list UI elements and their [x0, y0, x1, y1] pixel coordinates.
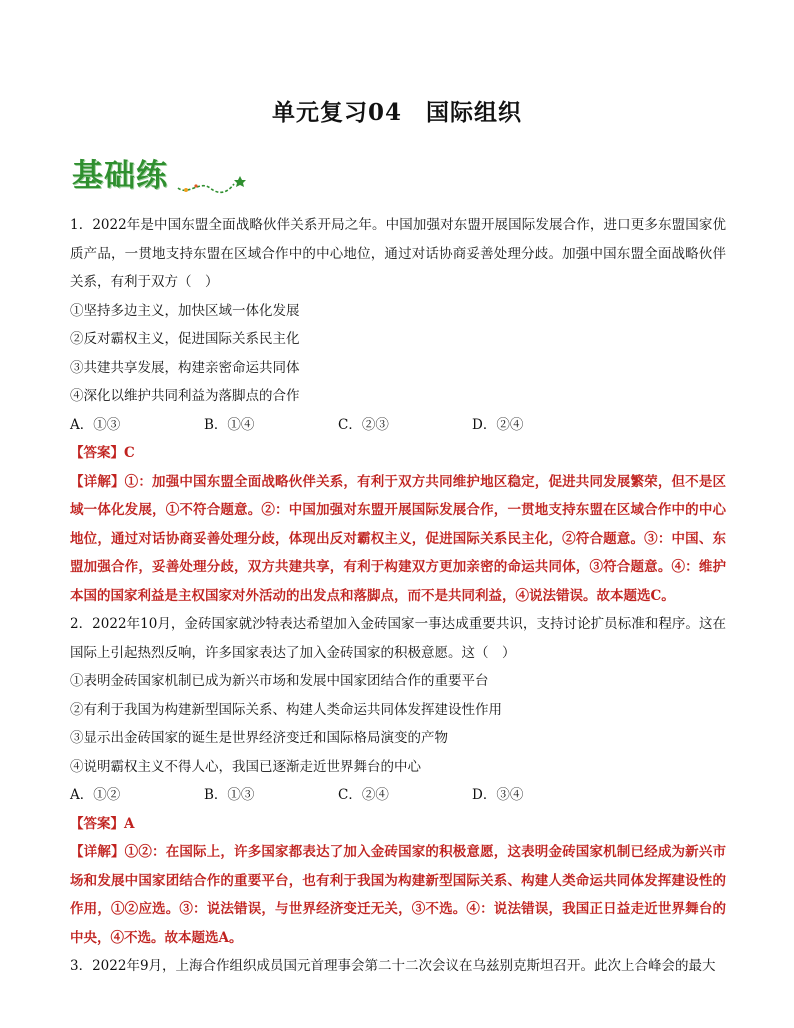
question-1-option-3: ③共建共享发展，构建亲密命运共同体: [70, 359, 300, 376]
question-1-answer: 【答案】C: [70, 445, 135, 461]
question-1-detail: 【详解】①：加强中国东盟全面战略伙伴关系，有利于双方共同维护地区稳定，促进共同发展繁荣，但不是区域一体化发展，①不符合题意。②：中国加强对东盟开展国际发展合作，一贯地支持东盟在区域合作中的中心地位，通过对话协商妥善处理分歧，体现出反对霸权主义，促进国际关系民主化，②符合题意。③：中国、东盟加强合作，妥善处理分歧，双方共建共享，有利于构建双方更加亲密的命运共同体，③符合题意。④：维护本国的国家利益是主权国家对外活动的出发点和落脚点，而不是共同利益，④说法错误。故本题选C。: [70, 473, 726, 604]
question-1-stem: 1．2022年是中国东盟全面战略伙伴关系开局之年。中国加强对东盟开展国际发展合作，进口更多东盟国家优质产品，一贯地支持东盟在区域合作中的中心地位，通过对话协商妥善处理分歧。加强中国东盟全面战略伙伴关系，有利于双方（ ）: [70, 217, 726, 290]
question-2-option-3: ③显示出金砖国家的诞生是世界经济变迁和国际格局演变的产物: [70, 730, 448, 746]
question-2-answer: 【答案】A: [70, 815, 135, 832]
question-1-option-4: ④深化以维护共同利益为落脚点的合作: [70, 388, 300, 404]
question-3-stem: 3．2022年9月，上海合作组织成员国元首理事会第二十二次会议在乌兹别克斯坦召开。此次上合峰会的最大: [70, 958, 716, 974]
choice-c: C．②④: [338, 787, 389, 803]
question-2-stem: 2．2022年10月，金砖国家就沙特表达希望加入金砖国家一事达成重要共识，支持讨论扩员标准和程序。这在国际上引起热烈反响，许多国家表达了加入金砖国家的积极意愿。这（ ）: [70, 616, 726, 661]
page-title: 单元复习04 国际组织: [271, 99, 522, 126]
section-badge: [72, 150, 252, 198]
section-label: 基础练: [72, 158, 168, 194]
question-list: [70, 211, 726, 981]
question-2-choices: [70, 781, 726, 810]
choice-b: B．①③: [204, 787, 255, 803]
question-2-option-2: ②有利于我国为构建新型国际关系、构建人类命运共同体发挥建设性作用: [70, 701, 502, 718]
choice-d: D．③④: [472, 787, 524, 803]
question-1-choices: [70, 411, 726, 440]
choice-a: A．①③: [70, 416, 121, 433]
question-2-option-1: ①表明金砖国家机制已成为新兴市场和发展中国家团结合作的重要平台: [70, 673, 489, 689]
question-2-option-4: ④说明霸权主义不得人心，我国已逐渐走近世界舞台的中心: [70, 758, 421, 775]
choice-c: C．②③: [338, 416, 389, 433]
vine-decoration-icon: [176, 170, 248, 196]
question-2-detail: 【详解】①②：在国际上，许多国家都表达了加入金砖国家的积极意愿，这表明金砖国家机制已经成为新兴市场和发展中国家团结合作的重要平台，也有利于我国为构建新型国际关系、构建人类命运共同体发挥建设性的作用，①②应选。③：说法错误，与世界经济变迁无关，③不选。④：说法错误，我国正日益走近世界舞台的中央，④不选。故本题选A。: [70, 844, 726, 946]
question-1-option-2: ②反对霸权主义，促进国际关系民主化: [70, 331, 300, 347]
question-1-option-1: ①坚持多边主义，加快区域一体化发展: [70, 302, 300, 319]
choice-d: D．②④: [472, 416, 524, 433]
choice-a: A．①②: [70, 787, 121, 803]
choice-b: B．①④: [204, 416, 255, 433]
